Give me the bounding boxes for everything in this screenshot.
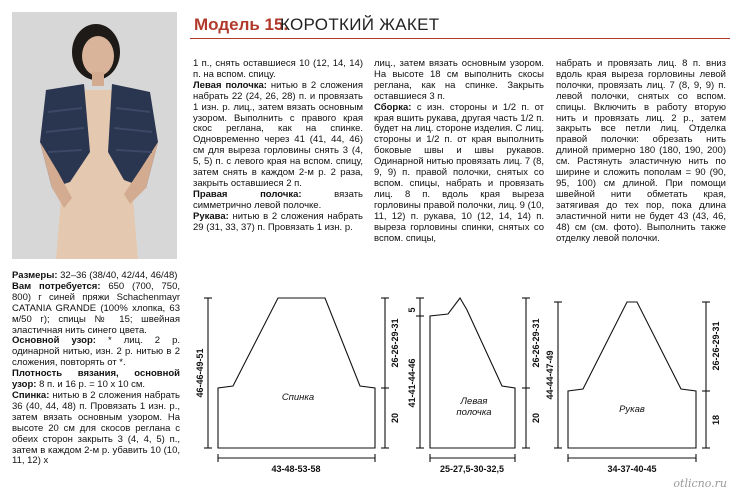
- front-piece-label-1: Левая: [460, 396, 488, 407]
- density-text: 8 п. и 16 р. = 10 х 10 см.: [39, 379, 146, 391]
- right-front-paragraph: [193, 190, 363, 212]
- back-text: нитью в 2 сложения набрать 36 (40, 44, 48) п. Провязать 1 изн. р., затем вязать основным узором. На высоте 20 см для скосов реглана с обеих сторон закрыть 3 (4, 4, 5) п., затем в каждом 2-м р. убавить 10 (10, 11, 12) х: [12, 389, 180, 467]
- sleeve-right-upper-label: 26-26-29-31: [711, 321, 721, 371]
- density-label: Плотность вязания, основной узор:: [12, 368, 180, 391]
- back-label: Спинка:: [12, 389, 50, 401]
- assembly-paragraph: [374, 103, 544, 245]
- sizes-text: 32–36 (38/40, 42/44, 46/48): [60, 270, 178, 281]
- col3-text: набрать и провязать лиц. 8 п. вниз вдоль края выреза горловины левой полочки, провязать лиц. 7 (8, 9, 9) п. левой полочки, снятых со вспом. спицы. Включить в работу вторую нить и провязать лиц. 2 р., затем закрыть все петли лиц. Отделка правой полочки: обрезать нить длиной примерно 180 (180, 190, 200) см. Растянуть эластичную нить по ширине и сложить пополам = 90 (90, 95, 100) см длиной. При помощи швейной нити обметать края, затягивая до тех пор, пока длина эластичной нити не будет 43 (43, 46, 48) см (см. фото). Выполнить также отделку левой полочки.: [556, 58, 726, 244]
- pattern-label: Основной узор:: [12, 335, 96, 347]
- article-title: [190, 12, 730, 39]
- back-outline: [218, 298, 375, 448]
- left-front-paragraph: [193, 81, 363, 190]
- woman-in-knitted-jacket-photo: [12, 12, 177, 259]
- col1-text-start: 1 п., снять оставшиеся 10 (12, 14, 14) п. на вспом. спицу.: [193, 58, 363, 80]
- assembly-label: Сборка:: [374, 101, 412, 113]
- back-piece-label: Спинка: [281, 392, 315, 403]
- right-front-text: вязать симметрично левой полочке.: [193, 188, 363, 211]
- front-piece-label-2: полочка: [456, 407, 492, 418]
- front-left-height-label: 41-41-44-46: [407, 358, 417, 408]
- back-right-lower-label: 20: [390, 412, 400, 424]
- sleeve-text: нитью в 2 сложения набрать 29 (31, 33, 37) п. Провязать 1 изн. р.: [193, 210, 363, 233]
- sleeve-outline: [568, 302, 696, 448]
- sleeve-left-height-label: 44-44-47-49: [545, 350, 555, 400]
- back-left-height-label: 46-46-49-51: [195, 348, 205, 398]
- front-width-label: 25-27,5-30-32,5: [439, 464, 505, 474]
- pattern-text: * лиц. 2 р. одинарной нитью, изн. 2 р. нитью в 2 сложения, повторять от *.: [12, 335, 180, 369]
- sleeve-piece-label: Рукав: [619, 404, 645, 415]
- left-front-text: нитью в 2 сложения набрать 22 (24, 26, 28) п. и провязать 1 изн. р. лиц., затем вязать основным узором. Выполнить с правого края скос реглана, как на спинке. Одновременно через 41 (41, 44, 46) см для выреза горловины снять 3 (4, 5, 5) п. с левого края на вспом. спицу, затем снять в каждом 2-м р. 2 раза, закрыть оставшиеся 2 п.: [193, 79, 364, 189]
- model-name: КОРОТКИЙ ЖАКЕТ: [280, 15, 440, 34]
- text-column-2: [374, 59, 544, 244]
- materials-text: 650 (700, 750, 800) г синей пряжи Schachenmayr CATANIA GRANDE (100% хлопка, 63 м/50 г); спицы № 15; швейная эластичная нить синего цвета.: [12, 280, 180, 336]
- col2-text-start: лиц., затем вязать основным узором. На высоте 18 см выполнить скосы реглана, как на спинке. Закрыть оставшиеся 3 п.: [374, 58, 544, 102]
- materials-paragraph: [12, 282, 180, 337]
- model-photo: [12, 12, 177, 259]
- back-right-upper-label: 26-26-29-31: [390, 318, 400, 368]
- diagrams-svg: [190, 288, 730, 488]
- front-right-upper-label: 26-26-29-31: [531, 318, 541, 368]
- text-column-1: [193, 59, 363, 234]
- pattern-paragraph: [12, 336, 180, 369]
- right-front-label: Правая полочка:: [193, 188, 302, 200]
- site-watermark: otlicno.ru: [673, 477, 727, 490]
- sizes-label: Размеры:: [12, 270, 58, 281]
- back-paragraph: [12, 391, 180, 467]
- specs-column: [12, 271, 180, 467]
- left-front-label: Левая полочка:: [193, 79, 267, 91]
- front-right-lower-label: 20: [531, 412, 541, 424]
- sleeve-width-label: 34-37-40-45: [607, 464, 657, 474]
- model-number: Модель 15.: [194, 15, 289, 34]
- front-left-top-label: 5: [407, 307, 417, 313]
- assembly-text: с изн. стороны и 1/2 п. от края вшить рукава, другая часть 1/2 п. будет на лиц. стороне изделия. С лиц. стороны и 1/2 п. от края выполнить боковые швы и швы рукавов. Одинарной нитью провязать лиц. 7 (8, 9, 9) п. правой полочки, снятых со вспом. спицы, набрать и провязать лиц. 8 п. вдоль края выреза горловины правой полочки, лиц. 9 (10, 11, 12) п. рукава, 10 (12, 14, 14) п. выреза горловины спинки, снятых со вспом. спицы,: [374, 101, 545, 244]
- density-paragraph: [12, 369, 180, 391]
- sleeve-right-lower-label: 18: [711, 414, 721, 426]
- materials-label: Вам потребуется:: [12, 280, 101, 292]
- back-width-label: 43-48-53-58: [271, 464, 321, 474]
- text-column-3: [556, 59, 726, 244]
- front-outline: [430, 298, 515, 448]
- sleeve-paragraph: [193, 212, 363, 234]
- sleeve-label: Рукава:: [193, 210, 229, 222]
- pattern-diagrams: [190, 288, 730, 493]
